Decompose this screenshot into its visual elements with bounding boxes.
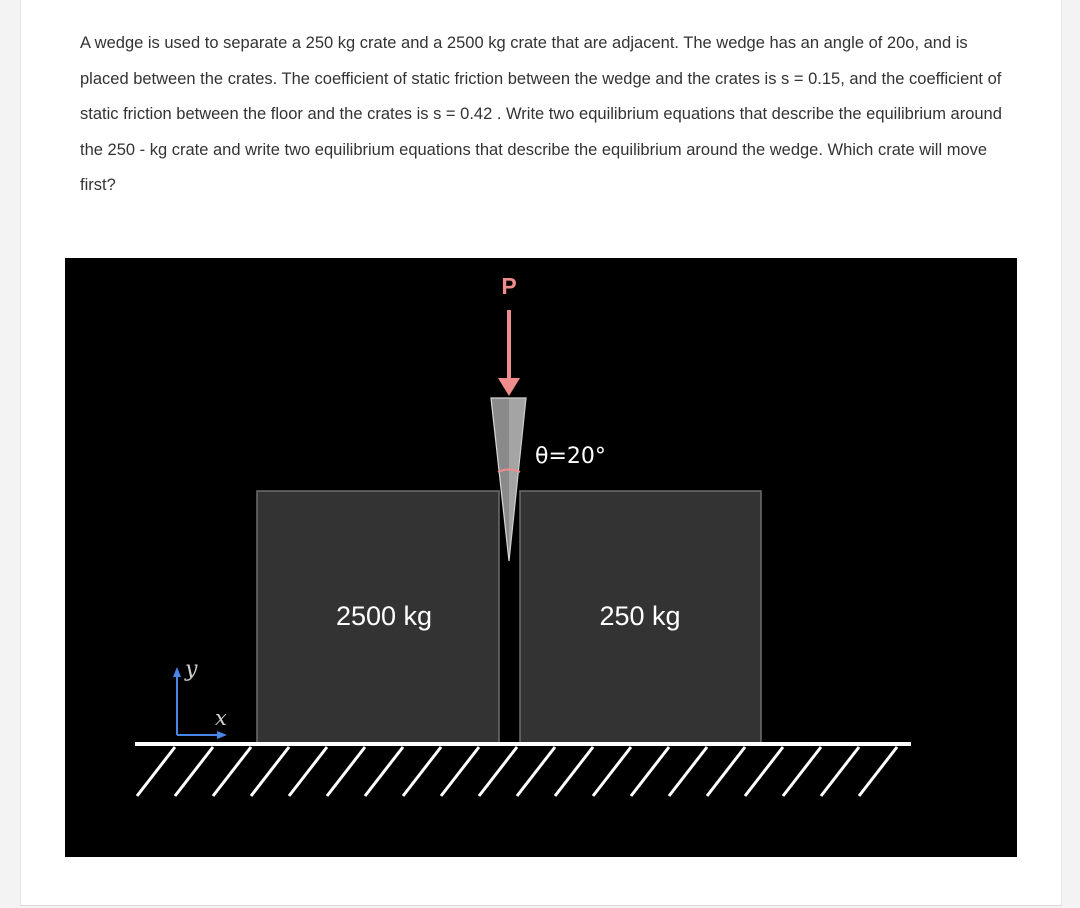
ground-hatch-line <box>859 747 897 796</box>
question-card <box>20 0 1062 906</box>
axis-y-arrow-icon <box>173 667 181 677</box>
ground-hatch-line <box>251 747 289 796</box>
ground-hatch-line <box>821 747 859 796</box>
force-arrow-head <box>498 378 520 396</box>
ground-hatch-line <box>669 747 707 796</box>
ground-hatch-line <box>137 747 175 796</box>
ground-hatch-line <box>745 747 783 796</box>
ground-hatch-line <box>365 747 403 796</box>
ground-hatch-line <box>441 747 479 796</box>
question-text: A wedge is used to separate a 250 kg crate and a 2500 kg crate that are adjacent. The wedge has an angle of 20o, and is placed between the crates. The coefficient of static friction between the wedge and the crates is s = 0.15, and the coefficient of static friction between the floor and the crates is s = 0.42 . Write two equilibrium equations that describe the equilibrium around the 250 - kg crate and write two equilibrium equations that describe the equilibrium around the wedge. Which crate will move first? <box>80 34 1002 194</box>
force-label: P <box>501 273 517 299</box>
ground-hatch-line <box>631 747 669 796</box>
ground-hatch-line <box>707 747 745 796</box>
ground-hatch-line <box>783 747 821 796</box>
right-crate-label: 250 kg <box>599 601 681 631</box>
ground-hatch-line <box>593 747 631 796</box>
axis-x-label: x <box>215 706 227 730</box>
ground-hatch-line <box>403 747 441 796</box>
wedge-crates-diagram <box>65 258 1017 857</box>
ground-hatching <box>137 747 897 796</box>
ground-hatch-line <box>213 747 251 796</box>
ground-hatch-line <box>517 747 555 796</box>
ground-hatch-line <box>555 747 593 796</box>
ground-hatch-line <box>175 747 213 796</box>
angle-label: θ=20° <box>535 444 606 469</box>
left-crate-label: 2500 kg <box>335 601 433 631</box>
right-scroll-rail <box>1062 0 1080 908</box>
ground-hatch-line <box>289 747 327 796</box>
axis-y-label: y <box>185 657 198 682</box>
axis-x-arrow-icon <box>217 731 227 739</box>
ground-hatch-line <box>479 747 517 796</box>
ground-hatch-line <box>327 747 365 796</box>
